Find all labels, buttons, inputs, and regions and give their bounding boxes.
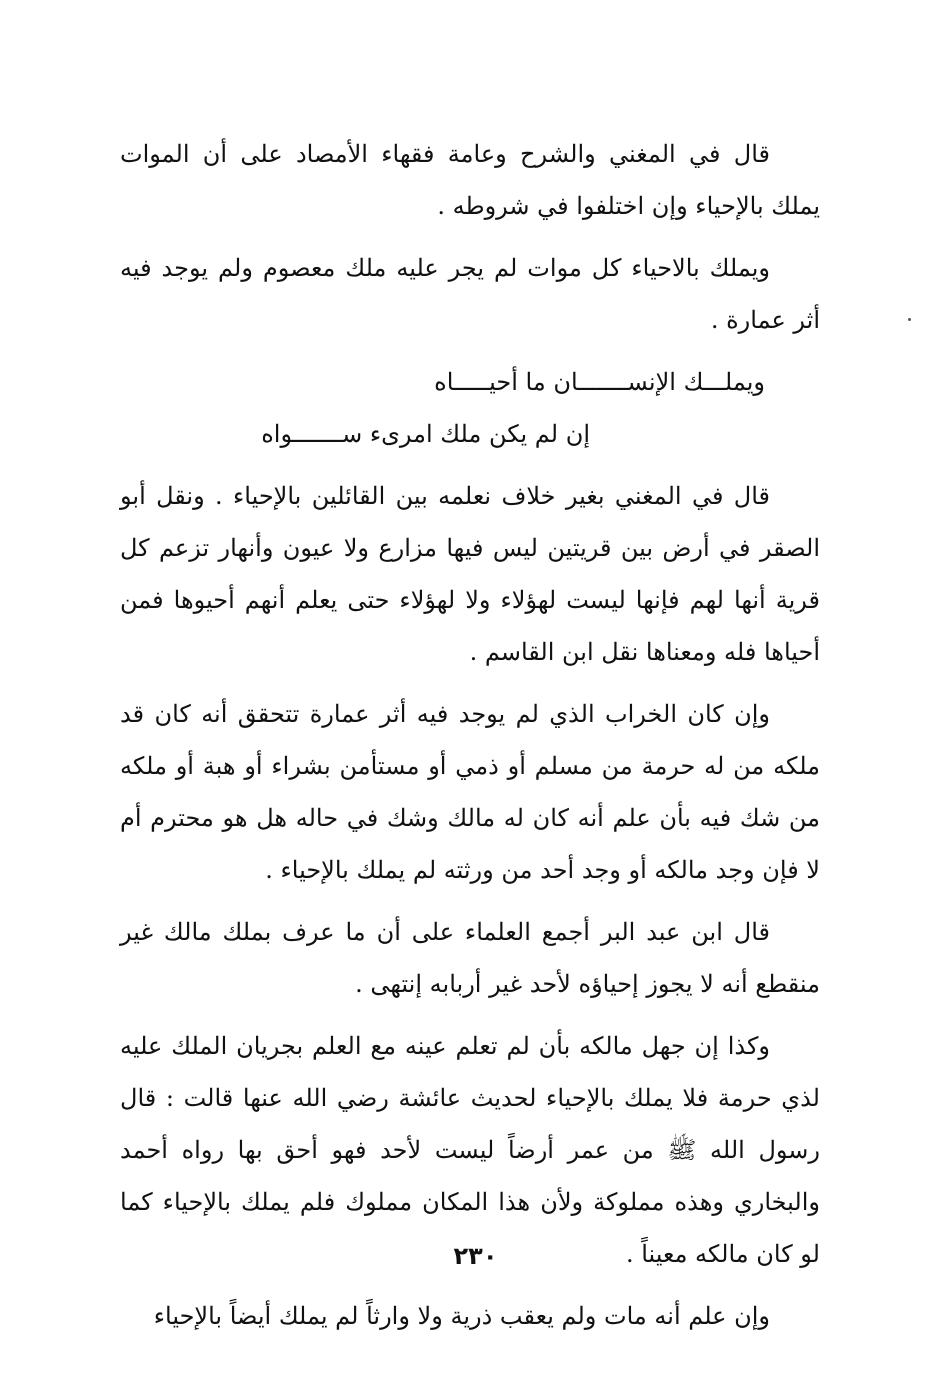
paragraph-6: وكذا إن جهل مالكه بأن لم تعلم عينه مع العلم بجريان الملك عليه لذي حرمة فلا يملك بالإحياء لحديث عائشة رضي الله عنها قالت : قال رسول الله ﷺ من عمر أرضاً ليست لأحد فهو أحق بها رواه أحمد والبخاري وهذه مملوكة ولأن هذا المكان مملوك فلم يملك بالإحياء كما لو كان مالكه معيناً . xyxy=(120,1032,820,1268)
paragraph-1: قال في المغني والشرح وعامة فقهاء الأمصاد على أن الموات يملك بالإحياء وإن اختلفوا في شروطه . xyxy=(120,140,820,220)
paragraph-5: قال ابن عبد البر أجمع العلماء على أن ما عرف بملك مالك غير منقطع أنه لا يجوز إحياؤه لأحد غير أربابه إنتهى . xyxy=(120,918,820,998)
verse-line-2: إن لم يكن ملك امرىء ســـــــواه xyxy=(261,420,590,448)
verse-line-1-row xyxy=(120,356,820,408)
verse-line-2-row xyxy=(120,408,820,460)
verse-line-1: ويملـــك الإنســـــــان ما أحيـــــاه xyxy=(434,368,765,396)
paragraph-4: وإن كان الخراب الذي لم يوجد فيه أثر عمارة تتحقق أنه كان قد ملكه من له حرمة من مسلم أو ذمي أو مستأمن بشراء أو هبة أو ملكه من شك فيه بأن علم أنه كان له مالك وشك في حاله هل هو محترم أم لا فإن وجد مالكه أو وجد أحد من ورثته لم يملك بالإحياء . xyxy=(120,700,820,884)
page-number: ٢٣٠ xyxy=(453,1242,498,1270)
paragraph-3: قال في المغني بغير خلاف نعلمه بين القائلين بالإحياء . ونقل أبو الصقر في أرض بين قريتين ليس فيها مزارع ولا عيون وأنهار تزعم كل قرية أنها لهم فإنها ليست لهؤلاء ولا لهؤلاء حتى يعلم أنهم أحيوها فمن أحياها فله ومعناها نقل ابن القاسم . xyxy=(120,482,820,666)
scan-speck xyxy=(908,318,911,321)
paragraph-7: وإن علم أنه مات ولم يعقب ذرية ولا وارثاً لم يملك أيضاً بالإحياء xyxy=(153,1302,770,1330)
page-body xyxy=(120,128,820,1352)
paragraph-2: ويملك بالاحياء كل موات لم يجر عليه ملك معصوم ولم يوجد فيه أثر عمارة . xyxy=(120,254,820,334)
